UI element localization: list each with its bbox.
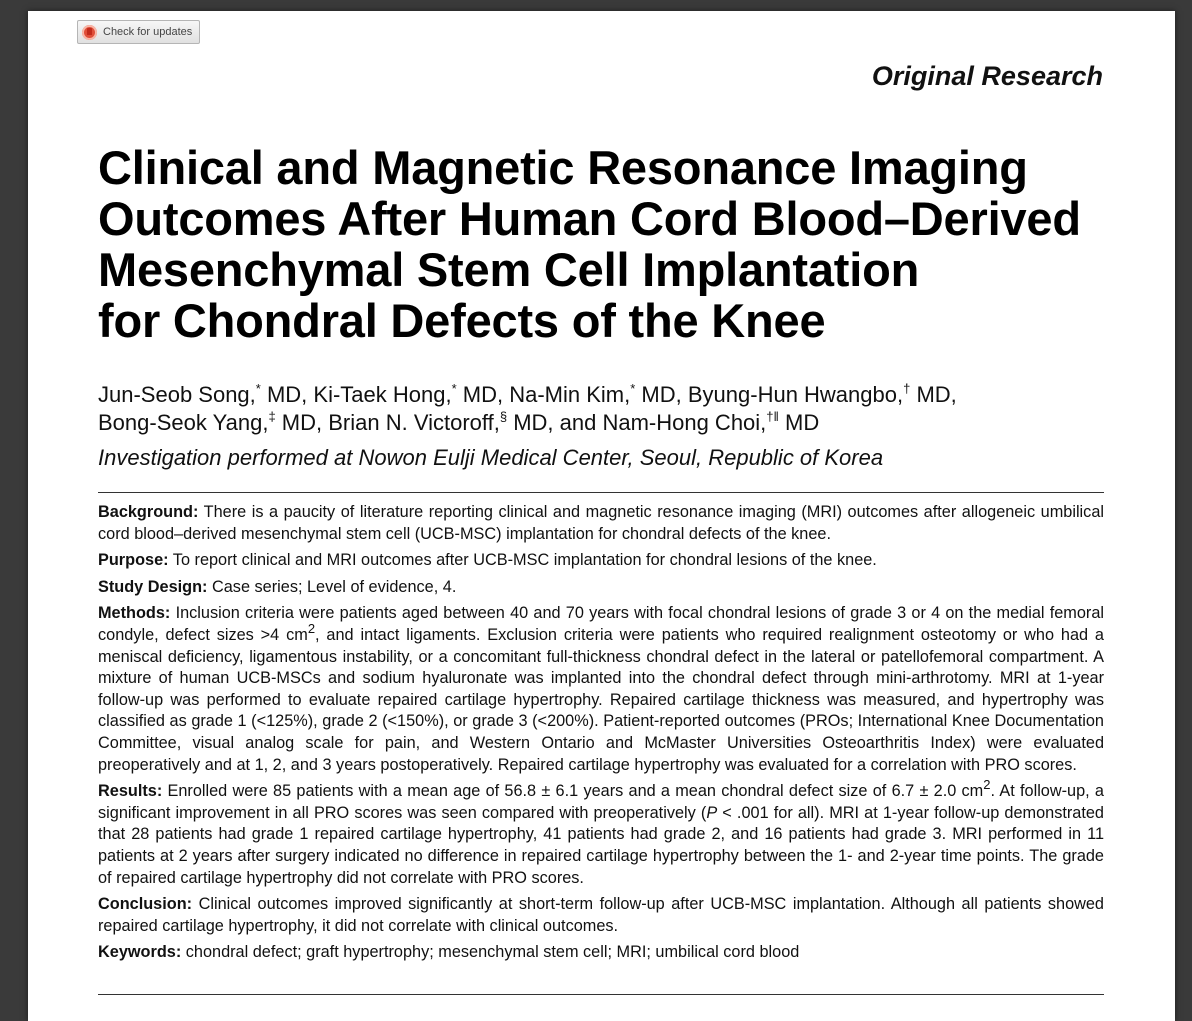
check-for-updates-button[interactable] [77, 20, 200, 44]
author-name: Brian N. Victoroff, [328, 410, 500, 435]
author-name: Jun-Seob Song, [98, 382, 256, 407]
keywords-heading: Keywords: [98, 943, 182, 962]
author-degree: MD, and [507, 410, 603, 435]
author-mark: ‡ [268, 408, 276, 424]
results-heading: Results: [98, 782, 163, 801]
author-name: Ki-Taek Hong, [313, 382, 452, 407]
conclusion-text: Clinical outcomes improved significantly at short-term follow-up after UCB-MSC implantation. Although all patients showed repaired cartilage hypertrophy, it did not correlate with clinical outcomes. [98, 895, 1104, 935]
study-design-text: Case series; Level of evidence, 4. [207, 577, 457, 596]
background-text: There is a paucity of literature reporting clinical and magnetic resonance imaging (MRI) outcomes after allogeneic umbilical cord blood–derived mesenchymal stem cell (UCB-MSC) implantation for chondral defects of the knee. [98, 503, 1104, 543]
author-name: Byung-Hun Hwangbo, [687, 382, 904, 407]
check-for-updates-label: Check for updates [103, 26, 193, 38]
keywords-text: chondral defect; graft hypertrophy; mesenchymal stem cell; MRI; umbilical cord blood [181, 943, 800, 962]
author-line-1 [98, 381, 1138, 409]
study-design-heading: Study Design: [98, 577, 208, 596]
purpose-text: To report clinical and MRI outcomes after UCB-MSC implantation for chondral lesions of the knee. [168, 551, 877, 570]
affiliation: Investigation performed at Nowon Eulji Medical Center, Seoul, Republic of Korea [98, 445, 884, 470]
title-line-3: Mesenchymal Stem Cell Implantation [98, 243, 920, 296]
author-degree: MD, [635, 382, 688, 407]
author-mark: † [903, 380, 911, 396]
abstract-conclusion [98, 894, 1104, 937]
paper-page [28, 11, 1175, 1021]
results-text-a: Enrolled were 85 patients with a mean age of 56.8 ± 6.1 years and a mean chondral defect size of 6.7 ± 2.0 cm [162, 782, 984, 801]
results-superscript: 2 [983, 776, 991, 792]
author-mark: †‖ [766, 408, 779, 424]
abstract-keywords [98, 942, 1104, 964]
author-degree: MD [778, 410, 820, 435]
author-list [98, 381, 1138, 437]
author-line-2 [98, 409, 1138, 437]
author-name: Na-Min Kim, [509, 382, 631, 407]
bookmark-update-icon [82, 25, 97, 40]
methods-text-b: , and intact ligaments. Exclusion criteria were patients who required realignment osteotomy or who had a meniscal deficiency, ligamentous instability, or a concomitant full-thickness chondral defect in the lateral or patellofemoral compartment. A mixture of human UCB-MSCs and sodium hyaluronate was implanted into the chondral defect through mini-arthrotomy. MRI at 1-year follow-up was performed to evaluate repaired cartilage hypertrophy. Repaired cartilage thickness was measured, and hypertrophy was classified as grade 1 (<125%), grade 2 (<150%), or grade 3 (<200%). Patient-reported outcomes (PROs; International Knee Documentation Committee, visual analog scale for pain, and Western Ontario and McMaster Universities Osteoarthritis Index) were evaluated preoperatively and at 1, 2, and 3 years postoperatively. Repaired cartilage hypertrophy was evaluated for a correlation with PRO scores. [98, 625, 1104, 774]
author-degree: MD, [260, 382, 314, 407]
abstract-study-design [98, 577, 1104, 599]
results-text-b: . At follow-up, a significant improvement in all PRO scores was seen compared with preoperatively ( [98, 782, 1104, 822]
title-line-1: Clinical and Magnetic Resonance Imaging [98, 141, 1028, 194]
author-mark: * [451, 380, 457, 396]
abstract-purpose [98, 550, 1104, 572]
abstract-methods [98, 603, 1104, 776]
methods-superscript: 2 [307, 620, 316, 636]
title-line-4: for Chondral Defects of the Knee [98, 294, 826, 347]
abstract-bottom-divider [98, 994, 1104, 995]
results-text-c: < .001 for all). MRI at 1-year follow-up demonstrated that 28 patients had grade 1 repaired cartilage hypertrophy, 41 patients had grade 2, and 16 patients had grade 3. MRI performed in 11 patients at 2 years after surgery indicated no difference in repaired cartilage hypertrophy between the 1- and 2-year time points. The grade of repaired cartilage hypertrophy did not correlate with PRO scores. [98, 803, 1104, 887]
results-p-value-symbol: P [706, 803, 718, 822]
section-label: Original Research [871, 61, 1103, 91]
abstract-results [98, 776, 1104, 889]
author-mark: § [499, 408, 508, 424]
author-degree: MD, [456, 382, 510, 407]
purpose-heading: Purpose: [98, 551, 169, 570]
author-name: Bong-Seok Yang, [98, 410, 269, 435]
paper-title [98, 142, 1118, 346]
author-name: Nam-Hong Choi, [602, 410, 767, 435]
author-mark: * [255, 380, 261, 396]
methods-heading: Methods: [98, 604, 171, 623]
methods-text-a: Inclusion criteria were patients aged between 40 and 70 years with focal chondral lesions of grade 3 or 4 on the medial femoral condyle, defect sizes >4 cm [98, 604, 1104, 644]
abstract-top-divider [98, 492, 1104, 493]
conclusion-heading: Conclusion: [98, 895, 193, 914]
author-degree: MD, [910, 382, 957, 407]
author-mark: * [630, 380, 636, 396]
author-degree: MD, [275, 410, 329, 435]
background-heading: Background: [98, 503, 199, 521]
abstract-background [98, 502, 1104, 545]
title-line-2: Outcomes After Human Cord Blood–Derived [98, 192, 1081, 245]
abstract [98, 502, 1104, 969]
